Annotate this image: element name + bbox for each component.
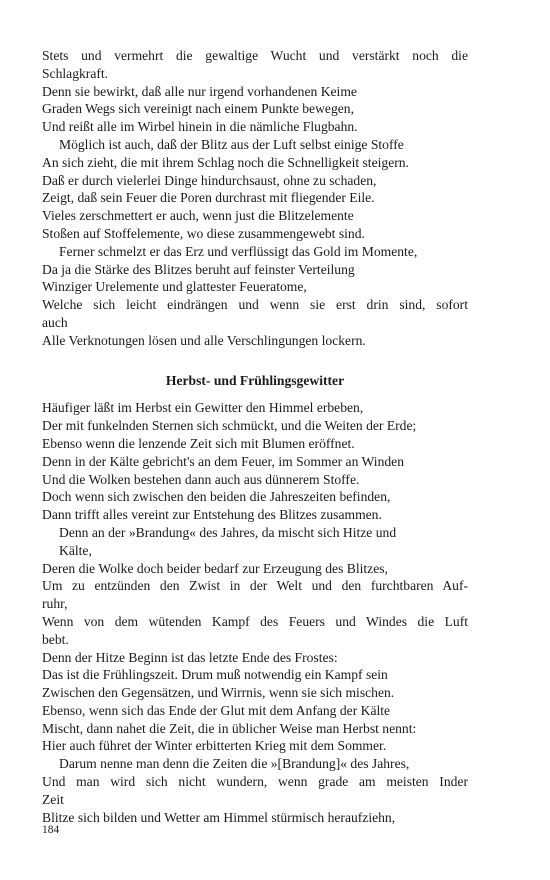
text-line: Denn der Hitze Beginn ist das letzte Ende des Frostes: (42, 649, 338, 665)
text-line: Dann trifft alles vereint zur Entstehung des Blitzes zusammen. (42, 507, 382, 523)
text-line: Und man wird sich nicht wundern, wenn grade am meisten Inder (42, 774, 468, 790)
text-line: Wenn von dem wütenden Kampf des Feuers und Windes die Luft (42, 613, 468, 629)
text-line: Häufiger läßt im Herbst ein Gewitter den Himmel erbeben, (42, 400, 364, 416)
text-line: Denn sie bewirkt, daß alle nur irgend vorhandenen Keime (42, 83, 357, 99)
text-line: auch (42, 314, 68, 330)
text-line: bebt. (42, 631, 69, 647)
text-line: ruhr, (42, 596, 68, 612)
text-line: Welche sich leicht eindrängen und wenn sie erst drin sind, sofort (42, 297, 468, 313)
text-line: Kälte, (59, 542, 92, 558)
text-line: Darum nenne man denn die Zeiten die »[Brandung]« des Jahres, (59, 756, 410, 772)
page-number: 184 (42, 824, 60, 836)
text-line: Zwischen den Gegensätzen, und Wirrnis, wenn sie sich mischen. (42, 685, 395, 701)
text-line: Stets und vermehrt die gewaltige Wucht und verstärkt noch die (42, 48, 468, 63)
text-line: Alle Verknotungen lösen und alle Verschlingungen lockern. (42, 332, 366, 348)
text-line: Um zu entzünden den Zwist in der Welt und den furchtbaren Auf- (42, 578, 468, 594)
text-line: Hier auch führet der Winter erbitterten Krieg mit dem Sommer. (42, 738, 387, 754)
text-line: Ferner schmelzt er das Erz und verflüssigt das Gold im Momente, (59, 243, 418, 259)
text-line: Daß er durch vielerlei Dinge hindurchsaust, ohne zu schaden, (42, 172, 377, 188)
text-line: Zeit (42, 791, 64, 807)
text-line: Mischt, dann nahet die Zeit, die in üblicher Weise man Herbst nennt: (42, 720, 417, 736)
text-line: Deren die Wolke doch beider bedarf zur Erzeugung des Blitzes, (42, 560, 388, 576)
text-line: Ebenso wenn die lenzende Zeit sich mit Blumen eröffnet. (42, 435, 355, 451)
text-line: Und reißt alle im Wirbel hinein in die nämliche Flugbahn. (42, 119, 358, 135)
text-line: Da ja die Stärke des Blitzes beruht auf feinster Verteilung (42, 261, 355, 277)
text-line: Blitze sich bilden und Wetter am Himmel stürmisch heraufziehn, (42, 809, 396, 825)
text-line: Ebenso, wenn sich das Ende der Glut mit dem Anfang der Kälte (42, 702, 391, 718)
text-line: Möglich ist auch, daß der Blitz aus der Luft selbst einige Stoffe (59, 136, 404, 152)
text-line: Winziger Urelemente und glattester Feueratome, (42, 279, 307, 295)
text-line: Schlagkraft. (42, 65, 109, 81)
text-line: Und die Wolken bestehen dann auch aus dünnerem Stoffe. (42, 471, 360, 487)
text-line: Zeigt, daß sein Feuer die Poren durchrast mit fliegender Eile. (42, 190, 375, 206)
section-heading: Herbst- und Frühlingsgewitter (165, 372, 345, 388)
poem-section-1 (42, 47, 468, 350)
text-line: Graden Wegs sich vereinigt nach einem Punkte bewegen, (42, 101, 354, 117)
text-line: Denn in der Kälte gebricht's an dem Feuer, im Sommer an Winden (42, 453, 404, 469)
poem-section-2 (42, 399, 468, 826)
text-line: Das ist die Frühlingszeit. Drum muß notwendig ein Kampf sein (42, 667, 388, 683)
text-line: Der mit funkelnden Sternen sich schmückt, und die Weiten der Erde; (42, 418, 417, 434)
text-line: Vieles zerschmettert er auch, wenn just die Blitzelemente (42, 208, 354, 224)
page-text (42, 47, 468, 826)
text-line: An sich zieht, die mit ihrem Schlag noch die Schnelligkeit steigern. (42, 154, 409, 170)
text-line: Doch wenn sich zwischen den beiden die Jahreszeiten befinden, (42, 489, 391, 505)
text-line: Denn an der »Brandung« des Jahres, da mischt sich Hitze und (59, 524, 397, 540)
text-line: Stoßen auf Stoffelemente, wo diese zusammengewebt sind. (42, 225, 365, 241)
